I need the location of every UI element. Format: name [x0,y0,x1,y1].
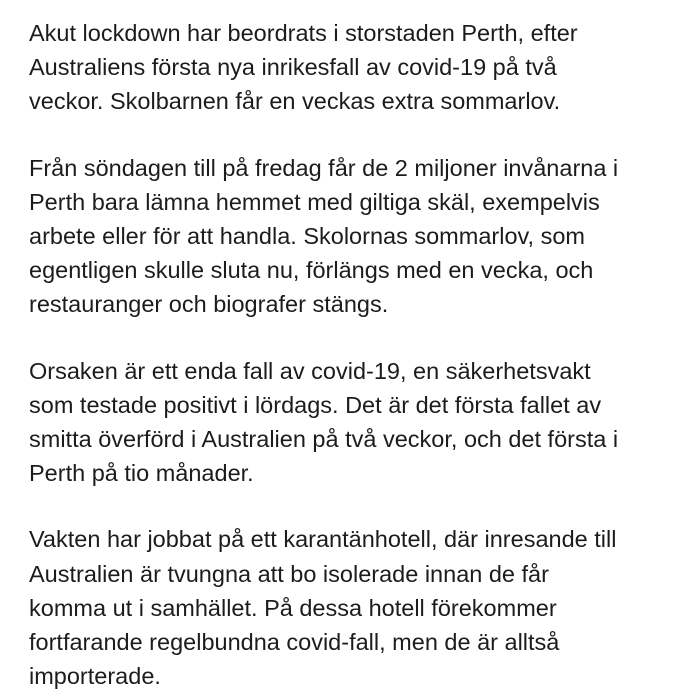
article-paragraph: Vakten har jobbat på ett karantänhotell, där inresande till Australien är tvungna att bo isolerade innan de får komma ut i samhället. På dessa hotell förekommer fortfarande regelbundna covid-fall, men de är alltså importerade. [29,526,617,690]
article-paragraph: Orsaken är ett enda fall av covid-19, en säkerhetsvakt som testade positivt i lördags. Det är det första fallet av smitta överförd i Australien på två veckor, och det första i Perth på tio månader. [29,357,619,487]
article-paragraph: Akut lockdown har beordrats i storstaden Perth, efter Australiens första nya inrikesfall av covid-19 på två veckor. Skolbarnen får en veckas extra sommarlov. [29,20,578,115]
article-paragraph: Från söndagen till på fredag får de 2 miljoner invånarna i Perth bara lämna hemmet med giltiga skäl, exempelvis arbete eller för att handla. Skolornas sommarlov, som egentligen skulle sluta nu, förlängs med en vecka, och restauranger och biografer stängs. [29,154,619,318]
article-body [29,16,684,693]
